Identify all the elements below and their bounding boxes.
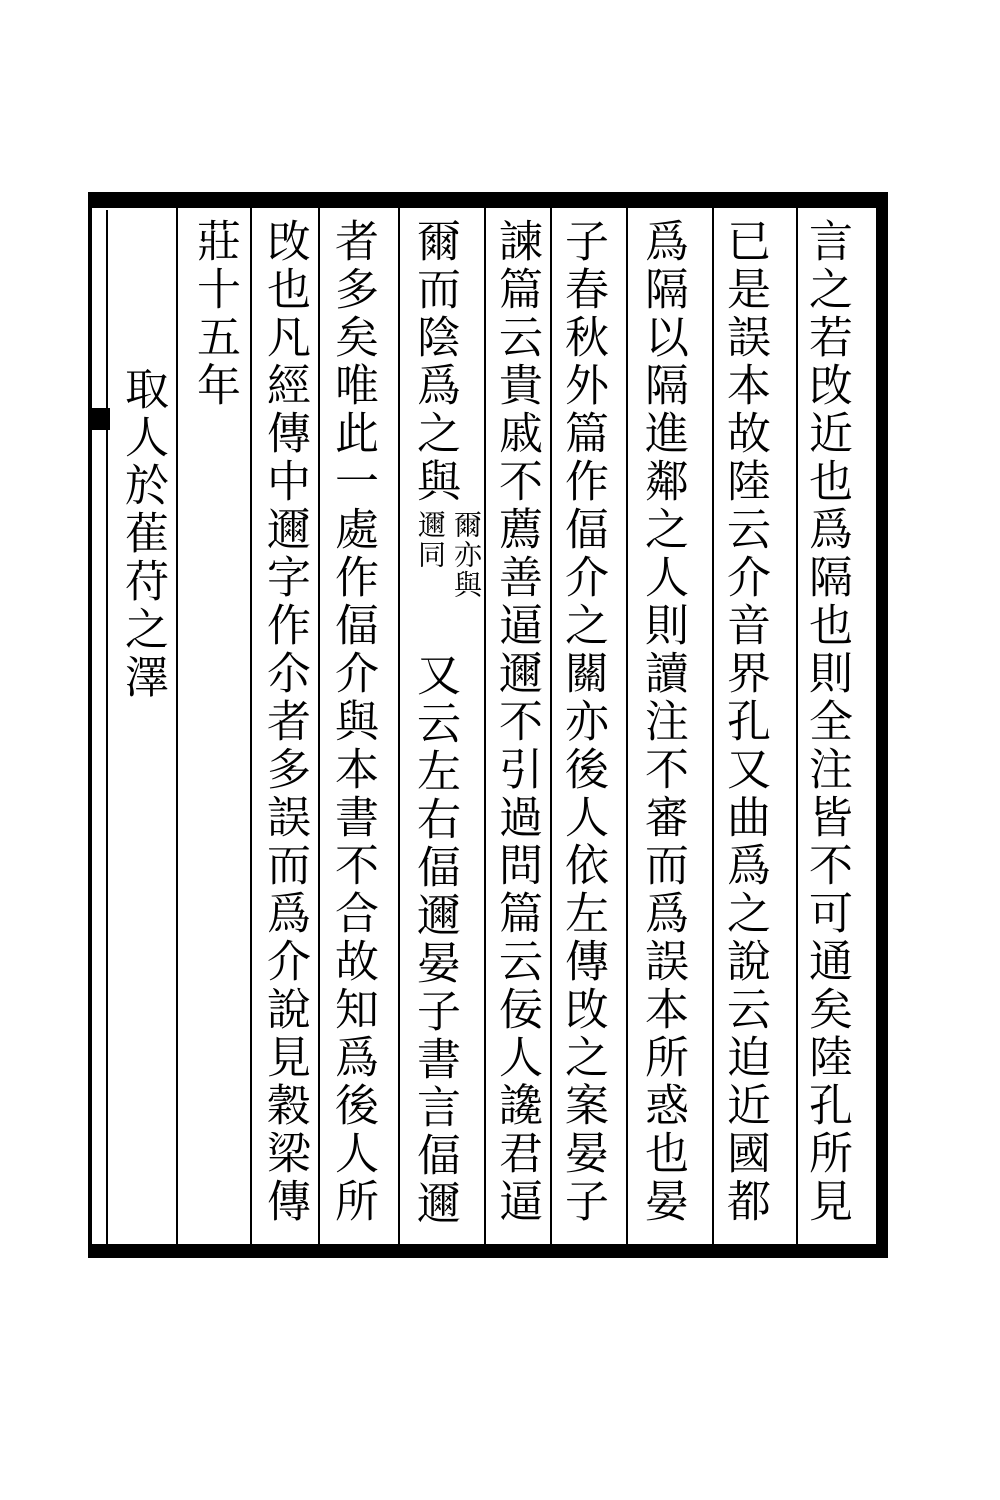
text-column-8: 攺也凡經傳中邇字作尒者多誤而爲介說見穀梁傳 <box>259 218 310 1226</box>
text-column-6: 爾而陰爲之與 <box>409 218 460 506</box>
text-column-3: 爲隔以隔進鄰之人則讀注不審而爲誤本所惑也晏 <box>637 218 688 1226</box>
fold-line <box>106 210 108 1244</box>
column-divider <box>484 208 486 1244</box>
frame-top <box>88 192 888 208</box>
text-column-10: 取人於萑苻之澤 <box>117 366 168 702</box>
fold-mark <box>88 408 110 430</box>
column-divider <box>712 208 714 1244</box>
text-column-7: 者多矣唯此一處作偪介與本書不合故知爲後人所 <box>327 218 378 1226</box>
text-column-2: 已是誤本故陸云介音界孔又曲爲之說云迫近國都 <box>719 218 770 1226</box>
column-divider <box>250 208 252 1244</box>
column-divider <box>796 208 798 1244</box>
column-divider <box>176 208 178 1244</box>
text-column-6-continuation: 又云左右偪邇晏子書言偪邇 <box>409 652 460 1228</box>
frame-left <box>88 192 92 1258</box>
text-column-1: 言之若攺近也爲隔也則全注皆不可通矣陸孔所見 <box>801 218 852 1226</box>
inline-annotation-left: 邇同 <box>414 510 447 570</box>
column-divider <box>626 208 628 1244</box>
column-divider <box>318 208 320 1244</box>
text-column-4: 子春秋外篇作偪介之關亦後人依左傳攺之案晏子 <box>557 218 608 1226</box>
inline-annotation-right: 爾亦與 <box>450 510 483 600</box>
column-divider <box>398 208 400 1244</box>
text-column-5: 諫篇云貴戚不薦善逼邇不引過問篇云佞人䜛君逼 <box>491 218 542 1226</box>
frame-bottom <box>88 1244 888 1258</box>
text-column-9: 莊十五年 <box>189 218 240 410</box>
column-divider <box>550 208 552 1244</box>
frame-right <box>876 192 888 1258</box>
